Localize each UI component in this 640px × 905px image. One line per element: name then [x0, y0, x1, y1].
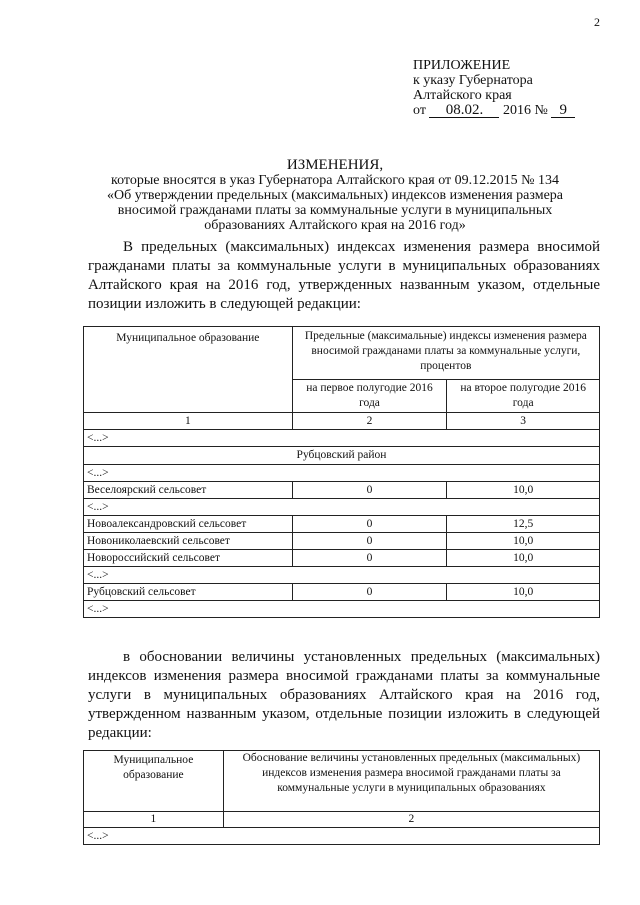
- ellipsis-row: <...>: [84, 567, 600, 584]
- table-row: [84, 533, 600, 550]
- appendix-line2: Алтайского края: [413, 88, 512, 103]
- indices-table: [83, 326, 600, 618]
- first-half-value: 0: [292, 584, 447, 601]
- col-header-first-half: на первое полугодие 2016 года: [292, 380, 447, 413]
- second-half-value: 10,0: [447, 584, 600, 601]
- col-header-municipality: Муниципальное образование: [84, 751, 224, 812]
- paragraph-line: позиции изложить в следующей редакции:: [88, 296, 361, 312]
- paragraph-line: Алтайского края на 2016 год, утвержденных названным указом, отдельные: [88, 277, 600, 293]
- ellipsis-row: <...>: [84, 828, 600, 845]
- ellipsis-row: <...>: [84, 601, 600, 618]
- municipality-name: Веселоярский сельсовет: [84, 482, 293, 499]
- ellipsis-row: <...>: [84, 465, 600, 482]
- municipality-name: Рубцовский сельсовет: [84, 584, 293, 601]
- appendix-year: 2016 №: [502, 103, 548, 118]
- second-half-value: 10,0: [447, 533, 600, 550]
- first-half-value: 0: [292, 516, 447, 533]
- page-number: 2: [594, 15, 600, 29]
- paragraph-line: индексов изменения размера вносимой гражданами платы за коммунальные: [88, 668, 600, 684]
- col-number: 2: [292, 413, 447, 430]
- col-number: 2: [223, 812, 599, 828]
- appendix-title: ПРИЛОЖЕНИЕ: [413, 58, 511, 73]
- ellipsis-row: <...>: [84, 499, 600, 516]
- heading-line: образованиях Алтайского края на 2016 год»: [204, 218, 466, 233]
- table-row: [84, 516, 600, 533]
- paragraph-line: услуги в муниципальных образованиях Алтайского края на 2016 год,: [88, 687, 600, 703]
- col-header-justification: Обоснование величины установленных предельных (максимальных) индексов изменения размера вносимой гражданами платы за коммунальные услуги в муниципальных образованиях: [223, 751, 599, 812]
- heading-line: вносимой гражданами платы за коммунальные услуги в муниципальных: [117, 203, 553, 218]
- paragraph-2: [88, 648, 600, 743]
- municipality-name: Новороссийский сельсовет: [84, 550, 293, 567]
- paragraph-line: в обосновании величины установленных предельных (максимальных): [123, 649, 600, 665]
- appendix-number: 9: [551, 103, 575, 118]
- col-number: 1: [84, 413, 293, 430]
- heading-block: [70, 158, 600, 233]
- appendix-block: [413, 58, 575, 118]
- district-row: Рубцовский район: [84, 447, 600, 465]
- first-half-value: 0: [292, 533, 447, 550]
- paragraph-line: гражданами платы за коммунальные услуги в муниципальных образованиях: [88, 258, 600, 274]
- ellipsis-row: <...>: [84, 430, 600, 447]
- municipality-name: Новониколаевский сельсовет: [84, 533, 293, 550]
- second-half-value: 12,5: [447, 516, 600, 533]
- heading-line: которые вносятся в указ Губернатора Алтайского края от 09.12.2015 № 134: [110, 173, 559, 188]
- second-half-value: 10,0: [447, 482, 600, 499]
- heading-line: «Об утверждении предельных (максимальных) индексов изменения размера: [107, 188, 563, 203]
- appendix-line1: к указу Губернатора: [413, 73, 533, 88]
- paragraph-line: В предельных (максимальных) индексах изменения размера вносимой: [123, 239, 600, 255]
- paragraph-line: редакции:: [88, 725, 152, 741]
- appendix-date: 08.02.: [429, 103, 499, 118]
- paragraph-1: [88, 238, 600, 314]
- heading-title: ИЗМЕНЕНИЯ,: [286, 157, 384, 173]
- table-row: [84, 482, 600, 499]
- col-number: 3: [447, 413, 600, 430]
- appendix-date-line: [413, 103, 575, 118]
- col-header-second-half: на второе полугодие 2016 года: [447, 380, 600, 413]
- col-header-municipality: Муниципальное образование: [84, 327, 293, 413]
- appendix-from: от: [413, 103, 426, 118]
- table-row: [84, 550, 600, 567]
- first-half-value: 0: [292, 550, 447, 567]
- first-half-value: 0: [292, 482, 447, 499]
- municipality-name: Новоалександровский сельсовет: [84, 516, 293, 533]
- table-row: [84, 584, 600, 601]
- col-header-indices: Предельные (максимальные) индексы изменения размера вносимой гражданами платы за коммунальные услуги, процентов: [292, 327, 599, 380]
- justification-table: [83, 750, 600, 845]
- second-half-value: 10,0: [447, 550, 600, 567]
- paragraph-line: утвержденном названным указом, отдельные позиции изложить в следующей: [88, 706, 600, 722]
- col-number: 1: [84, 812, 224, 828]
